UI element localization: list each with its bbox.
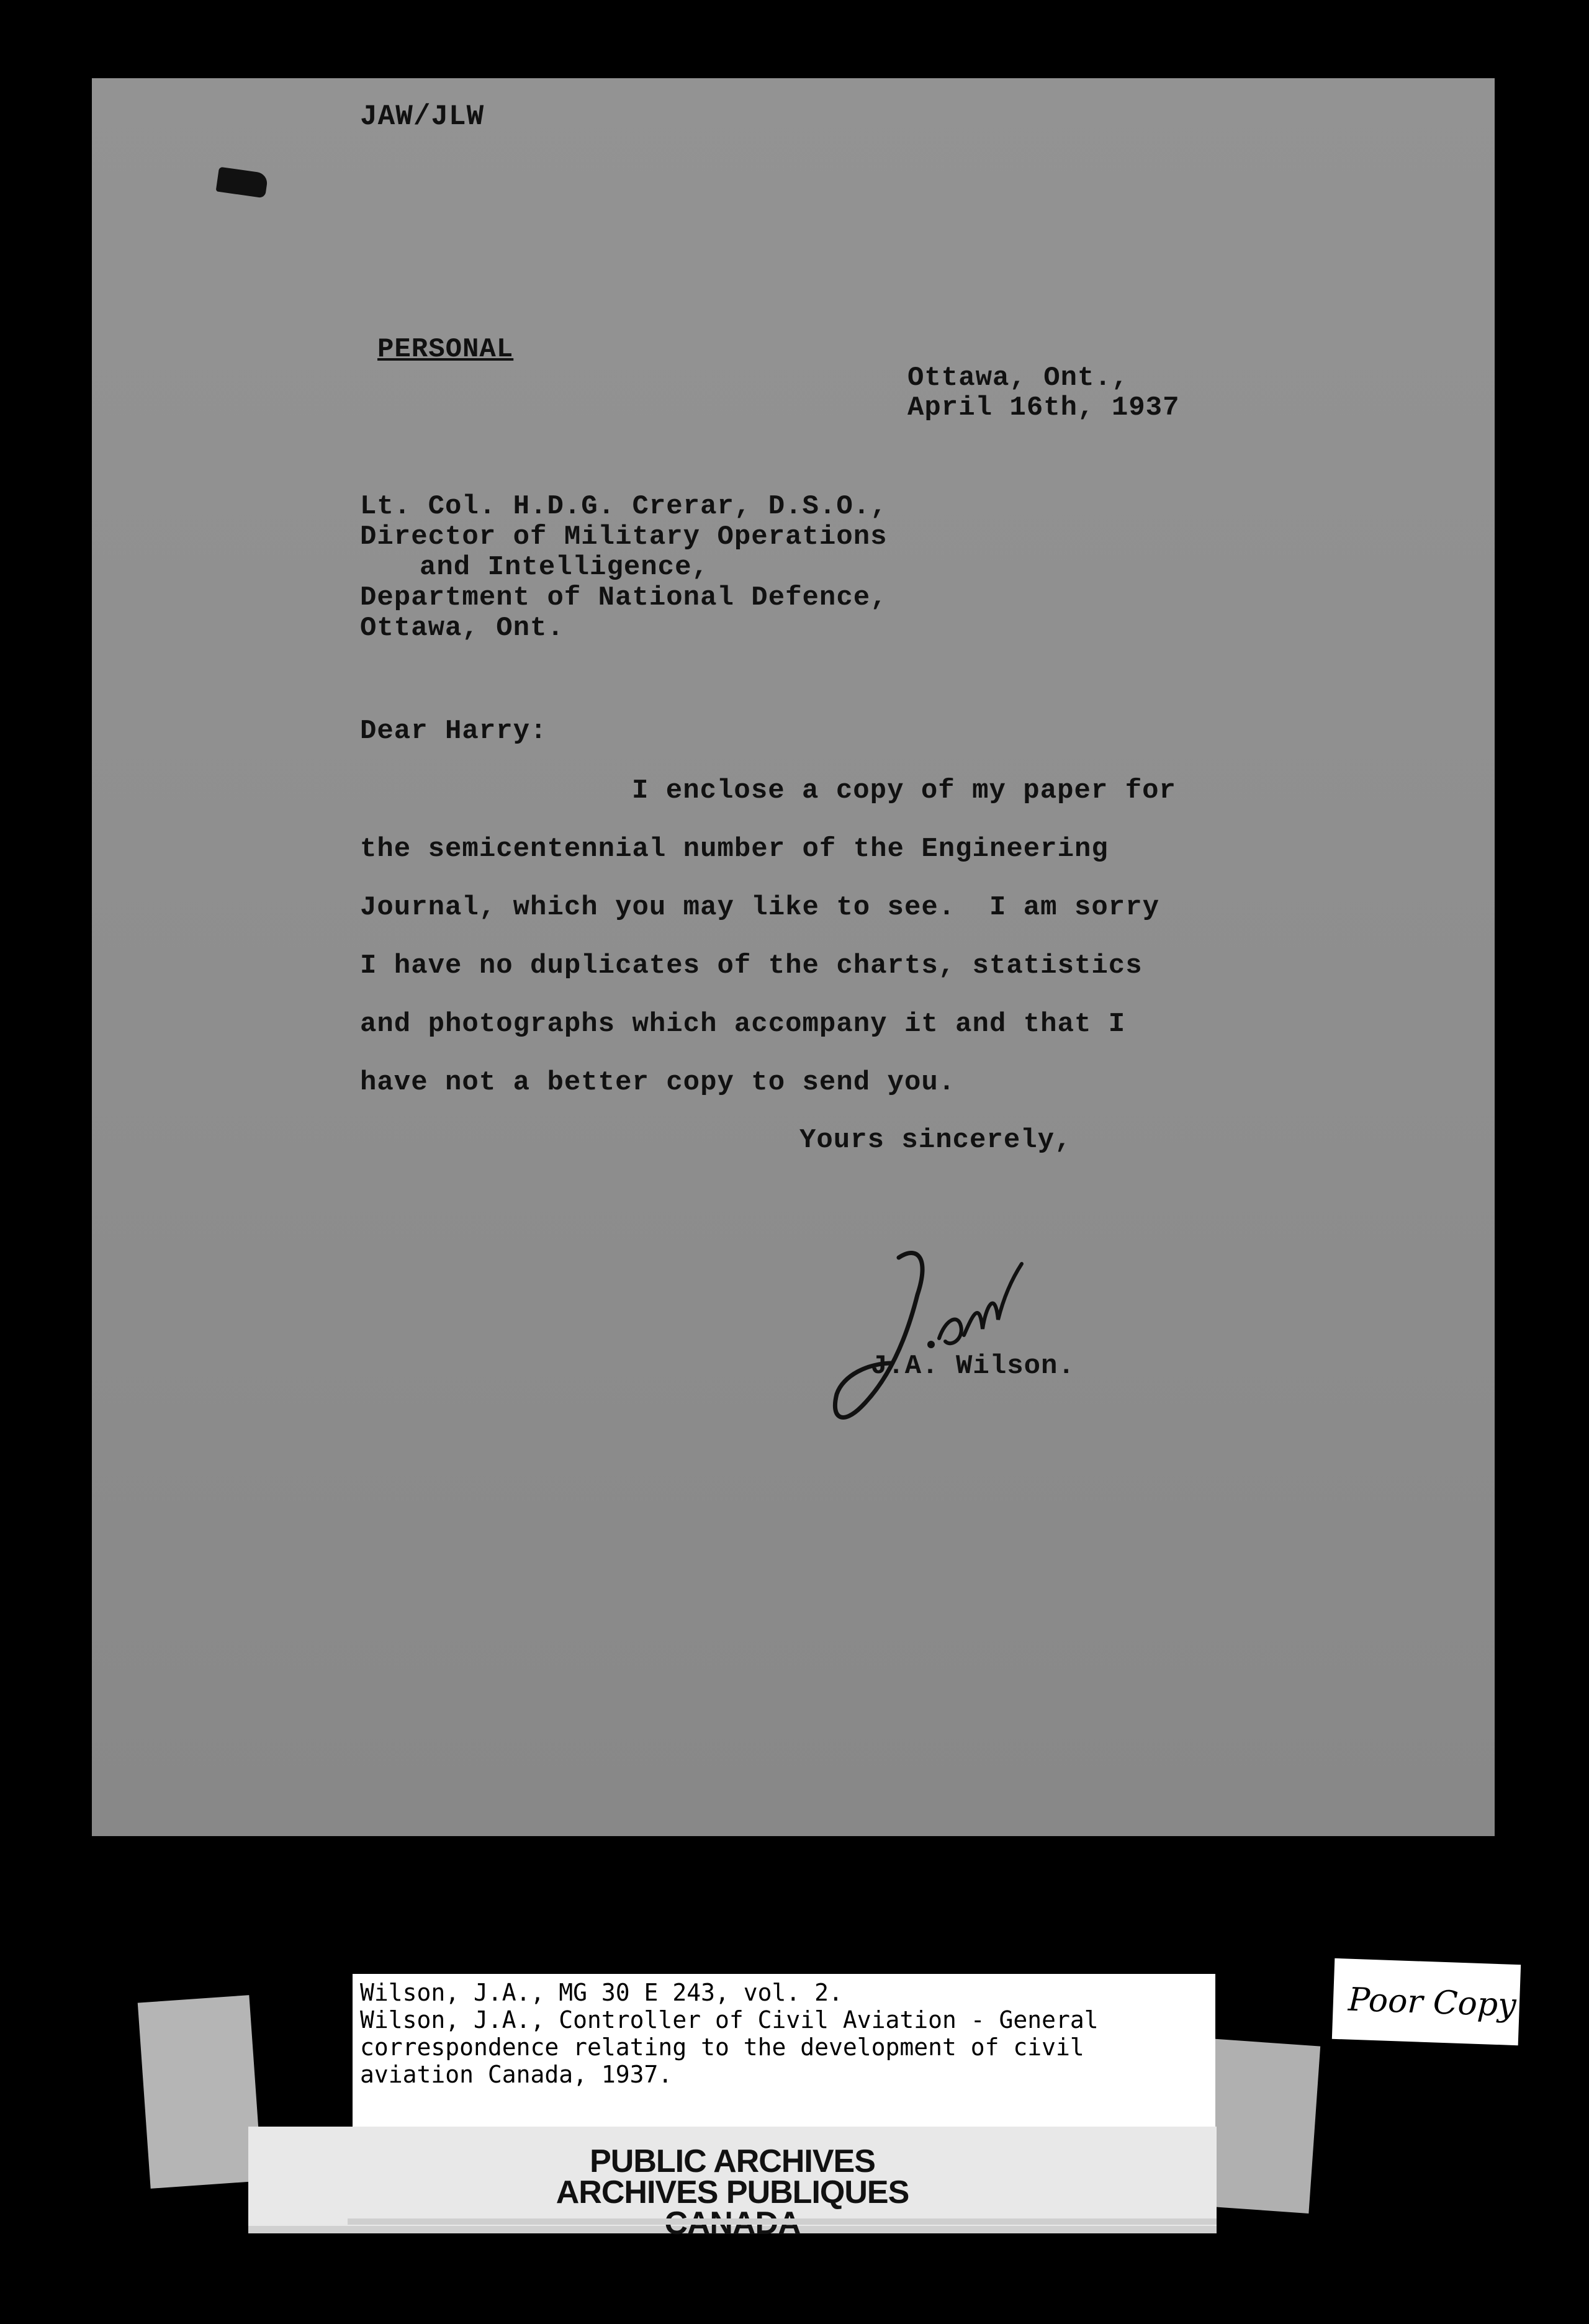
dateline-date: April 16th, 1937: [907, 392, 1180, 423]
address-line: Department of National Defence,: [360, 582, 888, 613]
personal-heading: PERSONAL: [377, 334, 514, 365]
body-line: and photographs which accompany it and that I: [360, 1009, 1126, 1040]
archive-label-card: [353, 1974, 1215, 2127]
body-line: have not a better copy to send you.: [360, 1067, 956, 1098]
poor-copy-text: Poor Copy: [1347, 1981, 1517, 2025]
salutation: Dear Harry:: [360, 716, 547, 747]
closing: Yours sincerely,: [799, 1125, 1072, 1156]
address-line: Lt. Col. H.D.G. Crerar, D.S.O.,: [360, 491, 888, 522]
letter-page: [92, 78, 1495, 1836]
poor-copy-note: [1332, 1958, 1521, 2045]
tape-strip: [138, 1995, 262, 2189]
dateline-city: Ottawa, Ont.,: [907, 363, 1129, 394]
label-line: Wilson, J.A., MG 30 E 243, vol. 2.: [360, 1979, 843, 2006]
body-line: the semicentennial number of the Engineering: [360, 834, 1109, 865]
handwritten-signature: [824, 1220, 1029, 1444]
signed-name: J.A. Wilson.: [871, 1351, 1075, 1382]
address-line: Director of Military Operations: [360, 521, 888, 552]
body-line: I enclose a copy of my paper for: [632, 775, 1176, 806]
address-line: and Intelligence,: [420, 552, 709, 583]
body-line: I have no duplicates of the charts, statistics: [360, 950, 1143, 981]
archive-stamp: [248, 2127, 1217, 2233]
clip-mark: [216, 167, 269, 199]
stamp-line: ARCHIVES PUBLIQUES: [556, 2174, 909, 2210]
divider: [348, 2218, 1217, 2225]
label-line: correspondence relating to the development of civil: [360, 2034, 1084, 2061]
label-line: Wilson, J.A., Controller of Civil Aviation - General: [360, 2006, 1099, 2034]
reference-initials: JAW/JLW: [360, 101, 485, 133]
stamp-line: PUBLIC ARCHIVES: [590, 2143, 875, 2179]
body-line: Journal, which you may like to see. I am sorry: [360, 892, 1160, 923]
label-line: aviation Canada, 1937.: [360, 2061, 673, 2088]
address-line: Ottawa, Ont.: [360, 613, 564, 644]
